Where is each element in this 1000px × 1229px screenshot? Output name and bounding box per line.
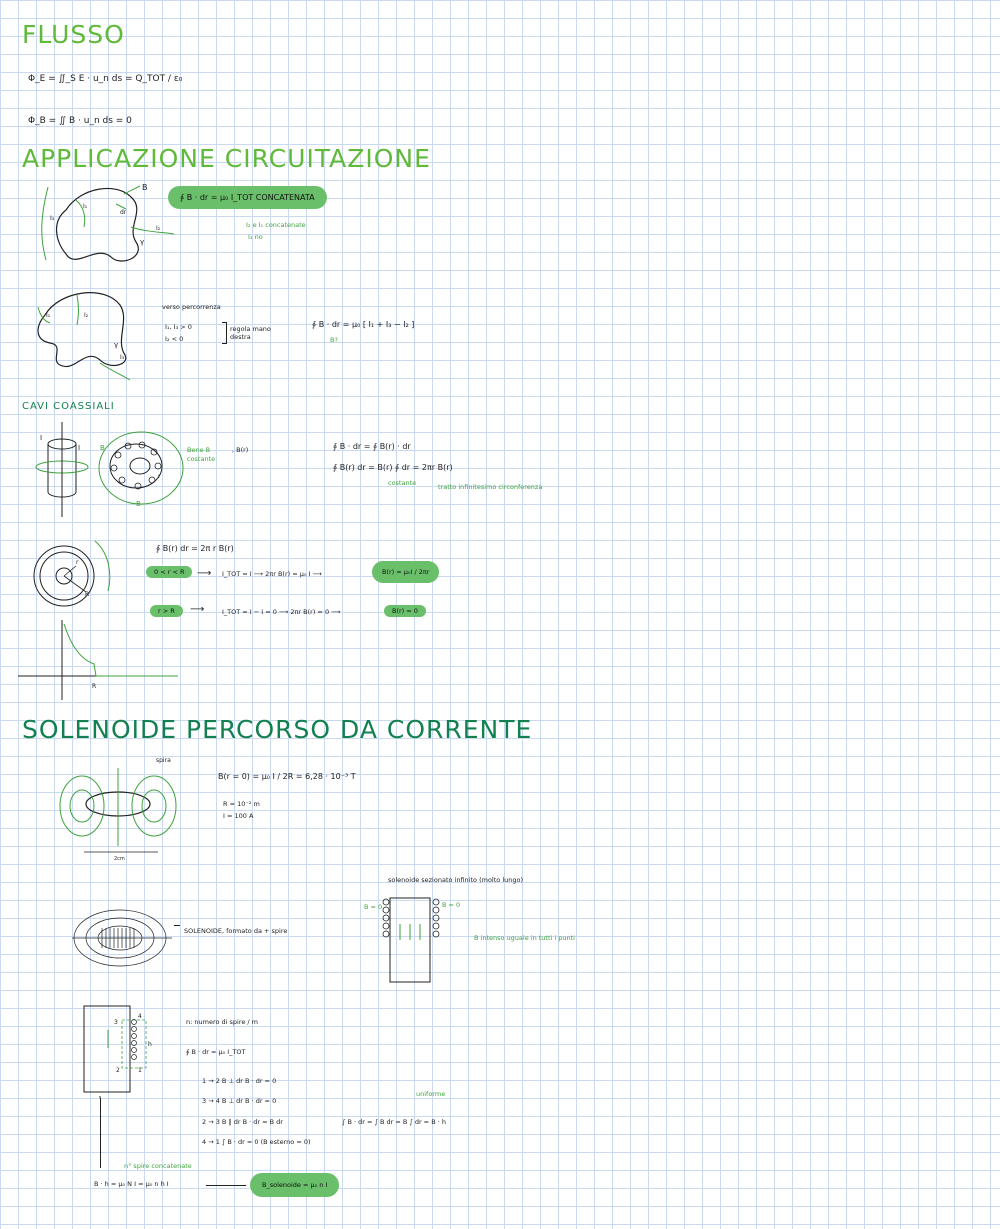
b-center-equation: B(r = 0) = μ₀ I / 2R = 6,28 · 10⁻³ T — [218, 772, 356, 781]
equation-flux-e: Φ_E = ∬_S E · u_n ds = Q_TOT / ε₀ — [28, 74, 183, 84]
equation-flux-b: Φ_B = ∬ B · u_n ds = 0 — [28, 116, 132, 126]
b-uniform-note: B intenso uguale in tutti i punti — [474, 934, 575, 942]
b-zero-right: B = 0 — [442, 901, 461, 909]
result-solenoide: B_solenoide = μ₀ n I — [250, 1173, 339, 1197]
label-b: B — [100, 444, 105, 452]
solenoid-sectioned-label: solenoide sezionato infinito (molto lungo) — [388, 876, 523, 884]
title-circuitazione: APPLICAZIONE CIRCUITAZIONE — [22, 144, 431, 173]
bene-b-costante: Bene B costante — [187, 446, 216, 463]
n-definition: n: numero di spire / m — [186, 1018, 259, 1026]
b-zero-left: B = 0 — [364, 903, 383, 911]
arrow-inside: ⟶ — [197, 568, 212, 579]
ampere-loop-diagram — [80, 1002, 170, 1098]
ampere-equation: ∮ B · dr = μ₀ I_TOT — [186, 1048, 246, 1056]
point-4: 4 — [138, 1013, 142, 1020]
label-r-big: R — [85, 591, 90, 598]
condition-outside: r > R — [150, 605, 183, 617]
label-spira: spira — [156, 757, 171, 764]
b-of-r: , B(r) — [232, 446, 249, 454]
label-2cm: 2cm — [114, 856, 125, 862]
label-r-small: r — [76, 559, 79, 566]
circuitazione-equation: ∮ B · dr = μ₀ I_TOT CONCATENATA — [168, 186, 327, 209]
path-row-1: 1 → 2 B ⊥ dr B · dr = 0 — [202, 1077, 277, 1085]
label-i2: I₂ — [156, 225, 161, 232]
graph-label-r: R — [92, 683, 97, 690]
condition-inside: 0 < r < R — [146, 566, 192, 578]
point-1: 1 — [138, 1067, 142, 1074]
r-value: R = 10⁻² m — [223, 800, 260, 808]
label-i2: I₂ — [84, 312, 89, 319]
path-row-3: 2 → 3 B ∥ dr B · dr = B dr — [202, 1118, 283, 1126]
coax-equation-3: ∮ B(r) dr = 2π r B(r) — [156, 544, 234, 553]
solenoid-label: SOLENOIDE, formato da + spire — [184, 927, 288, 935]
uniforme-note: uniforme — [416, 1090, 446, 1098]
loop-field-diagram — [58, 756, 178, 862]
b-question: B? — [330, 336, 338, 344]
arrow-down — [100, 1098, 101, 1168]
label-r: r — [158, 473, 161, 480]
n-concatenate-note: n° spire concatenate — [124, 1162, 192, 1170]
result-outside: B(r) = 0 — [384, 605, 426, 617]
label-i: I — [78, 444, 81, 452]
label-i: I — [40, 434, 43, 442]
label-b: B — [142, 183, 148, 192]
coax-section — [96, 430, 186, 508]
title-flusso: FLUSSO — [22, 20, 125, 49]
note-costante: costante — [388, 479, 417, 487]
label-gamma: γ — [140, 238, 145, 246]
i-value: I = 100 A — [223, 812, 254, 820]
label-b: B — [136, 500, 141, 508]
final-arrow — [206, 1185, 246, 1186]
bracket — [222, 322, 227, 344]
coax-cylinder — [34, 422, 94, 517]
point-2: 2 — [116, 1067, 120, 1074]
solenoid-arrow — [174, 925, 180, 926]
label-h: h — [148, 1041, 152, 1048]
loop-diagram-1 — [36, 182, 176, 277]
integral-equation: ∫ B · dr = ∫ B dr = B ∫ dr = B · h — [342, 1118, 446, 1126]
loop-diagram-2 — [30, 285, 140, 380]
condition-i2: I₂ < 0 — [165, 335, 184, 343]
coax-equation-2: ∮ B(r) dr = B(r) ∮ dr = 2πr B(r) — [333, 463, 453, 472]
path-row-4: 4 → 1 ∫ B · dr = 0 (B esterno = 0) — [202, 1138, 311, 1146]
note-concatenate: I₂ e I₁ concatenate — [246, 221, 306, 229]
verso-percorrenza: verso percorrenza — [162, 303, 221, 311]
label-i1: I₁ — [83, 203, 88, 210]
step-inside: I_TOT = I ⟶ 2πr B(r) = μ₀ I ⟶ — [222, 570, 322, 578]
final-equation: B · h = μ₀ N I = μ₀ n h I — [94, 1180, 169, 1188]
condition-i1-i3: I₁, I₃ > 0 — [165, 323, 192, 331]
label-i1: I₁ — [46, 312, 51, 319]
regola-mano-destra: regola mano destra — [230, 325, 271, 341]
note-tratto: tratto infinitesimo circonferenza — [438, 483, 543, 491]
note-i3-no: I₃ no — [248, 233, 263, 241]
solenoid-field-diagram — [72, 906, 172, 970]
label-dr: dr — [120, 209, 127, 216]
path-row-2: 3 → 4 B ⊥ dr B · dr = 0 — [202, 1097, 277, 1105]
solenoid-section-diagram — [380, 896, 440, 984]
label-i3: I₃ — [120, 354, 125, 361]
title-solenoide: SOLENOIDE PERCORSO DA CORRENTE — [22, 715, 533, 744]
title-cavi: CAVI COASSIALI — [22, 401, 115, 412]
arrow-outside: ⟶ — [190, 604, 205, 615]
coax-equation-1: ∮ B · dr = ∮ B(r) · dr — [333, 442, 411, 451]
label-i3: I₃ — [50, 215, 55, 222]
step-outside: I_TOT = I − I = 0 ⟶ 2πr B(r) = 0 ⟶ — [222, 608, 341, 616]
result-inside: B(r) = μ₀I / 2πr — [372, 561, 439, 583]
coax-cross-section — [30, 536, 120, 620]
circuitazione-equation-2: ∮ B · dr = μ₀ [ I₁ + I₃ − I₂ ] — [312, 320, 415, 329]
label-gamma: γ — [114, 341, 119, 349]
coax-graph — [18, 620, 178, 720]
point-3: 3 — [114, 1019, 118, 1026]
